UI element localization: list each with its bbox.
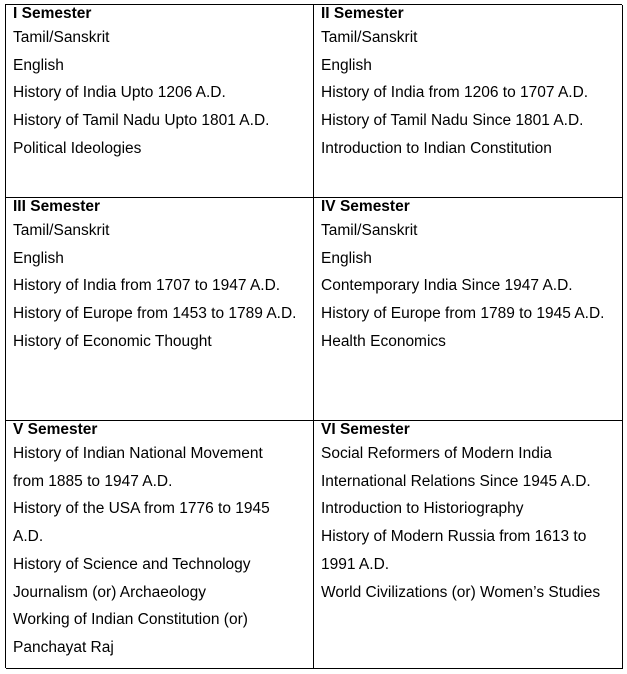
course-list <box>321 217 622 356</box>
course-item: Tamil/Sanskrit <box>13 29 110 46</box>
course-item: Journalism (or) Archaeology <box>13 583 206 601</box>
course-list <box>13 440 313 662</box>
semester-heading: VI Semester <box>321 421 410 438</box>
semester-heading: V Semester <box>13 421 98 438</box>
semester-table <box>5 4 622 668</box>
course-item: History of India from 1206 to 1707 A.D. <box>321 84 589 102</box>
semester-cell-6 <box>314 421 623 669</box>
course-item: English <box>321 249 372 267</box>
semester-heading: III Semester <box>13 198 101 215</box>
course-item: English <box>321 56 372 74</box>
course-item: Health Economics <box>321 332 446 350</box>
semester-cell-2 <box>314 5 623 198</box>
semester-cell-1 <box>6 5 314 198</box>
course-item: History of Modern Russia from 1613 to <box>321 528 587 546</box>
course-item: International Relations Since 1945 A.D. <box>321 472 591 490</box>
course-item: Working of Indian Constitution (or) <box>13 611 248 629</box>
course-item: History of the USA from 1776 to 1945 <box>13 500 270 518</box>
course-list <box>321 440 622 606</box>
course-item: History of Science and Technology <box>13 555 251 573</box>
course-list <box>321 24 622 163</box>
course-item: History of Tamil Nadu Upto 1801 A.D. <box>13 112 270 130</box>
course-item: A.D. <box>13 528 44 546</box>
course-item: English <box>13 249 64 267</box>
course-item: Contemporary India Since 1947 A.D. <box>321 277 573 295</box>
course-item: Panchayat Raj <box>13 638 114 656</box>
course-item: Introduction to Indian Constitution <box>321 139 552 157</box>
course-item: History of India from 1707 to 1947 A.D. <box>13 277 281 295</box>
course-item: Introduction to Historiography <box>321 500 524 518</box>
semester-heading: II Semester <box>321 5 404 22</box>
course-item: World Civilizations (or) Women’s Studies <box>321 583 601 601</box>
semester-cell-4 <box>314 198 623 421</box>
semester-heading: IV Semester <box>321 198 410 215</box>
course-item: Political Ideologies <box>13 139 142 157</box>
course-item: Tamil/Sanskrit <box>321 222 418 239</box>
course-item: 1991 A.D. <box>321 555 390 573</box>
semester-cell-3 <box>6 198 314 421</box>
semester-cell-5 <box>6 421 314 669</box>
course-item: Tamil/Sanskrit <box>13 222 110 239</box>
course-item: Social Reformers of Modern India <box>321 445 552 462</box>
course-item: History of Economic Thought <box>13 332 212 350</box>
course-item: History of India Upto 1206 A.D. <box>13 84 226 102</box>
course-item: History of Indian National Movement <box>13 445 263 462</box>
course-item: History of Europe from 1453 to 1789 A.D. <box>13 305 297 323</box>
course-item: History of Tamil Nadu Since 1801 A.D. <box>321 112 584 130</box>
course-item: History of Europe from 1789 to 1945 A.D. <box>321 305 605 323</box>
semester-heading: I Semester <box>13 5 92 22</box>
course-list <box>13 217 313 356</box>
course-item: Tamil/Sanskrit <box>321 29 418 46</box>
course-item: English <box>13 56 64 74</box>
course-list <box>13 24 313 163</box>
course-item: from 1885 to 1947 A.D. <box>13 472 173 490</box>
